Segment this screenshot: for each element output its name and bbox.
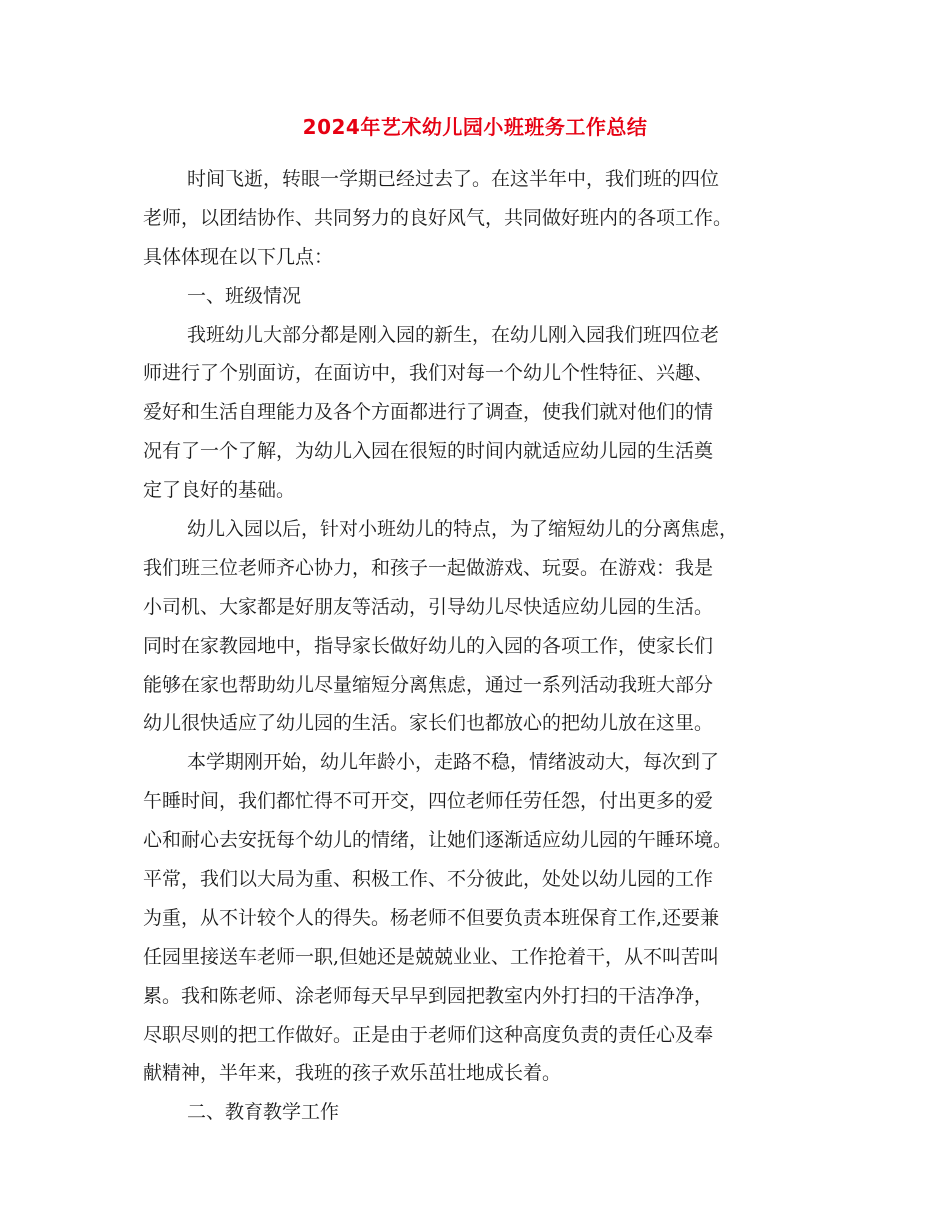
paragraph-line: 时间飞逝，转眼一学期已经过去了。在这半年中，我们班的四位 bbox=[187, 168, 720, 190]
paragraph-line: 心和耐心去安抚每个幼儿的情绪，让她们逐渐适应幼儿园的午睡环境。 bbox=[143, 829, 733, 852]
paragraph-line: 能够在家也帮助幼儿尽量缩短分离焦虑，通过一系列活动我班大部分 bbox=[143, 673, 714, 696]
paragraph-line: 平常，我们以大局为重、积极工作、不分彼此，处处以幼儿园的工作 bbox=[143, 868, 714, 891]
paragraph-line: 午睡时间，我们都忙得不可开交，四位老师任劳任怨，付出更多的爱 bbox=[143, 790, 714, 813]
paragraph-line: 尽职尽则的把工作做好。正是由于老师们这种高度负责的责任心及奉 bbox=[143, 1023, 714, 1046]
paragraph-line: 累。我和陈老师、涂老师每天早早到园把教室内外打扫的干洁净净， bbox=[143, 984, 714, 1007]
paragraph-line: 况有了一个了解，为幼儿入园在很短的时间内就适应幼儿园的生活奠 bbox=[143, 440, 714, 463]
paragraph-line: 献精神，半年来，我班的孩子欢乐茁壮地成长着。 bbox=[143, 1062, 562, 1085]
paragraph-line: 具体体现在以下几点： bbox=[143, 245, 334, 268]
paragraph-line: 本学期刚开始，幼儿年龄小，走路不稳，情绪波动大，每次到了 bbox=[187, 751, 720, 774]
paragraph-line: 幼儿入园以后，针对小班幼儿的特点，为了缩短幼儿的分离焦虑， bbox=[187, 518, 739, 541]
paragraph-line: 同时在家教园地中，指导家长做好幼儿的入园的各项工作，使家长们 bbox=[143, 634, 714, 657]
section-heading: 二、教育教学工作 bbox=[187, 1101, 340, 1124]
paragraph-line: 为重，从不计较个人的得失。杨老师不但要负责本班保育工作,还要兼 bbox=[143, 906, 720, 929]
paragraph-line: 定了良好的基础。 bbox=[143, 479, 296, 502]
document-title: 2024年艺术幼儿园小班班务工作总结 bbox=[302, 115, 648, 139]
paragraph-line: 小司机、大家都是好朋友等活动，引导幼儿尽快适应幼儿园的生活。 bbox=[143, 595, 714, 618]
paragraph-line: 我们班三位老师齐心协力，和孩子一起做游戏、玩耍。在游戏：我是 bbox=[143, 556, 714, 579]
paragraph-line: 幼儿很快适应了幼儿园的生活。家长们也都放心的把幼儿放在这里。 bbox=[143, 712, 714, 735]
document-body bbox=[143, 160, 809, 1132]
paragraph-line: 爱好和生活自理能力及各个方面都进行了调查，使我们就对他们的情 bbox=[143, 401, 714, 424]
paragraph-line: 师进行了个别面访，在面访中，我们对每一个幼儿个性特征、兴趣、 bbox=[143, 362, 714, 385]
paragraph-line: 老师，以团结协作、共同努力的良好风气，共同做好班内的各项工作。 bbox=[143, 206, 733, 229]
paragraph-line: 任园里接送车老师一职,但她还是兢兢业业、工作抢着干，从不叫苦叫 bbox=[143, 945, 720, 968]
paragraph-line: 我班幼儿大部分都是刚入园的新生，在幼儿刚入园我们班四位老 bbox=[187, 323, 720, 346]
section-heading: 一、班级情况 bbox=[187, 284, 302, 307]
